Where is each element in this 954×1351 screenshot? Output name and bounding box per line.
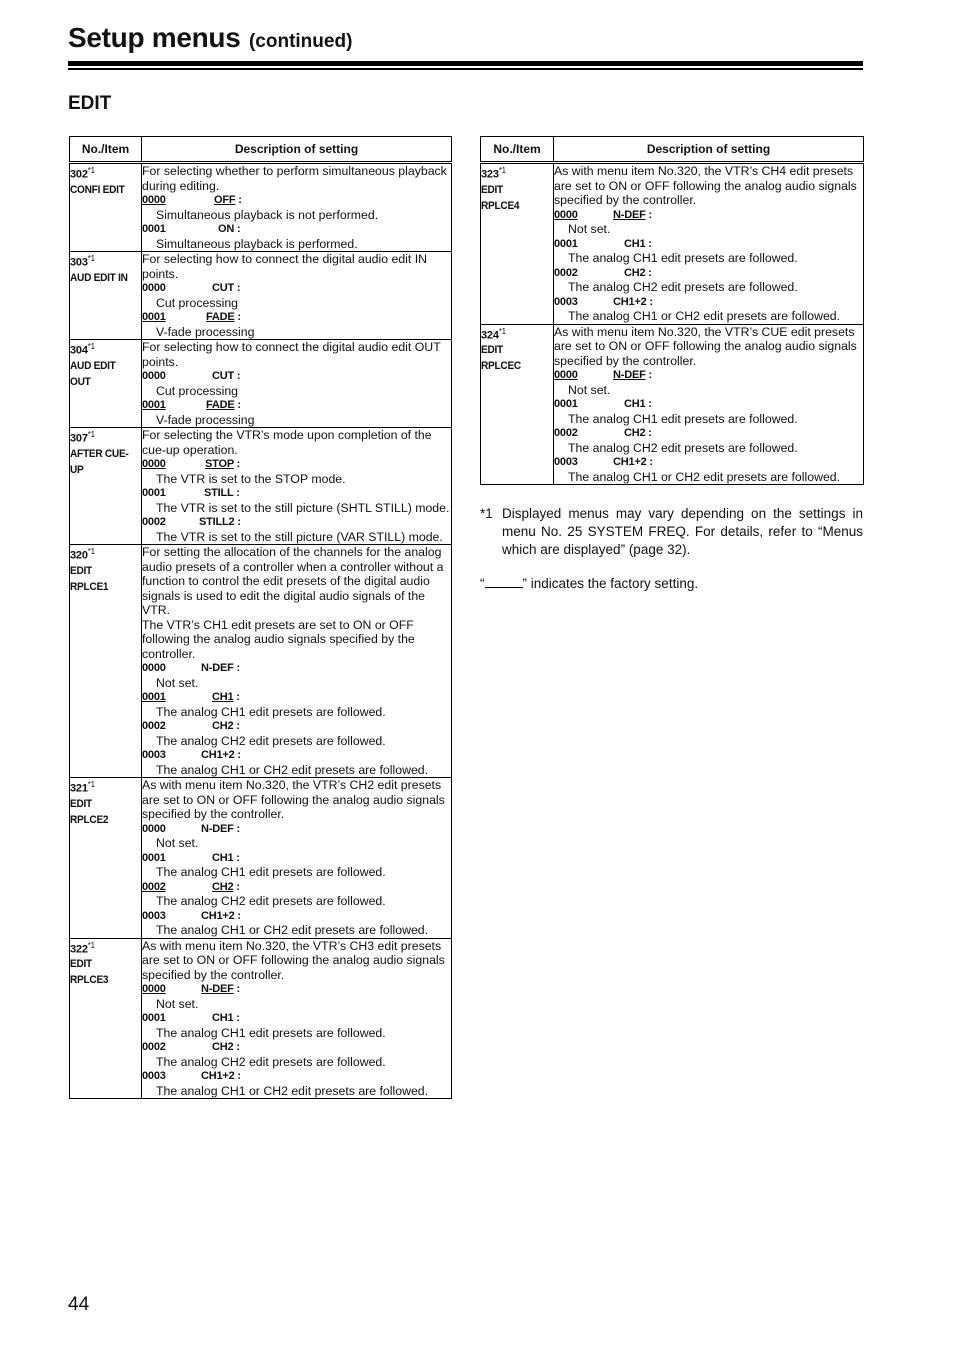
item-name: EDIT [481,183,503,196]
item-id-cell [70,252,142,340]
option-description: The VTR is set to the STOP mode. [156,471,346,486]
option-line [142,193,451,208]
item-id-cell [70,428,142,545]
option-line [142,822,451,837]
option-description: The analog CH1 edit presets are followed. [156,865,386,879]
option-code: 0001 [142,399,166,411]
footnote-ref: *1 [87,940,95,950]
option-line [142,515,451,530]
item-number-value: 302 [70,168,88,181]
footnote-ref: *1 [87,166,95,175]
option-value: CH1 : [624,237,652,250]
option-value: CH1+2 : [201,1070,241,1082]
option-value: CH1+2 : [201,909,241,922]
option-value-text: N-DEF [201,822,234,835]
item-name: RPLCE4 [481,199,520,212]
option-value: CH2 : [212,880,240,893]
option-value: N-DEF : [613,369,652,381]
option-code: 0003 [142,1070,166,1082]
option-line [142,880,451,895]
option-value: CH2 : [212,1041,240,1053]
option-code: 0001 [142,851,166,864]
description-text: As with menu item No.320, the VTR’s CH2 edit presets are set to ON or OFF following the analog audio signals specified by the controller. [142,778,445,821]
option-value-text: CH1 [624,398,646,410]
item-number-value: 321 [70,782,88,795]
option-line [142,369,451,384]
option-line [142,1069,451,1084]
option-line [142,748,451,763]
item-number-value: 322 [70,943,88,956]
option-line [142,719,451,734]
option-description: Not set. [568,222,611,236]
option-code: 0001 [554,237,578,250]
option-line [142,457,451,472]
option-code: 0001 [142,691,166,703]
option-line [142,982,451,997]
option-code: 0000 [142,370,166,382]
option-value: N-DEF : [613,208,652,221]
option-line [142,661,451,676]
option-line [142,690,451,705]
option-description: The analog CH1 edit presets are followed. [568,251,798,265]
option-code: 0003 [142,909,166,922]
item-name: RPLCE1 [70,580,109,593]
item-number [70,164,141,182]
column-header-description: Description of setting [142,137,452,163]
title-main: Setup menus [68,22,241,53]
option-value-text: CH2 [624,427,646,439]
menu-item-row [481,163,864,325]
option-value: CH1 : [212,851,240,864]
option-code: 0001 [142,223,166,235]
option-code: 0003 [142,749,166,761]
option-value: CH2 : [212,720,240,732]
item-id-cell [481,163,554,325]
item-name: EDIT [70,797,92,810]
title-rule-thick [68,61,863,66]
footnote-text: Displayed menus may vary depending on the settings in menu No. 25 SYSTEM FREQ. For details, refer to “Menus which are displayed” (page 32). [502,506,863,557]
option-description: Not set. [156,836,199,850]
option-value-text: CH1 [212,1012,234,1024]
footnote-ref: *1 [87,430,95,439]
item-name: AUD EDIT [70,359,116,372]
item-number-value: 320 [70,549,88,562]
option-value: CH1+2 : [613,295,653,308]
menu-item-row [70,938,452,1099]
item-number [70,252,141,270]
option-line [554,208,863,223]
option-line [554,237,863,252]
option-description: Cut processing [156,383,239,398]
option-description: V-fade processing [156,412,255,427]
item-name: RPLCEC [481,360,521,373]
option-value: FADE : [206,311,241,323]
option-code: 0002 [142,880,166,893]
option-description: Simultaneous playback is not performed. [156,207,379,222]
option-code: 0001 [142,1012,166,1024]
item-name: EDIT [481,344,503,357]
option-value-text: CUT [212,370,235,382]
option-value-text: CH1 [624,237,646,250]
option-value-text: CH1 [212,691,234,703]
option-line [142,222,451,237]
factory-note-open-quote: “ [480,576,485,591]
item-number-value: 307 [70,432,88,445]
menu-item-row [70,163,452,252]
option-description: Cut processing [156,295,239,310]
option-description: The analog CH1 or CH2 edit presets are followed. [568,469,841,484]
description-text: For selecting how to connect the digital audio edit OUT points. [142,340,441,369]
item-description-cell [142,545,452,778]
option-code: 0003 [554,295,578,308]
description-text: As with menu item No.320, the VTR’s CUE edit presets are set to ON or OFF following the analog audio signals specified by the controller. [554,324,857,368]
description-text: For selecting how to connect the digital audio edit IN points. [142,252,428,281]
option-line [142,281,451,296]
option-code: 0001 [142,311,166,323]
option-value: STOP : [205,458,241,470]
option-value-text: FADE [206,399,235,411]
option-code: 0000 [142,662,166,674]
option-code: 0000 [142,822,166,835]
option-description: The analog CH1 or CH2 edit presets are followed. [568,309,841,323]
option-value: FADE : [206,399,241,411]
item-name: OUT [70,375,91,388]
option-code: 0003 [554,456,578,468]
option-line [142,909,451,924]
option-value-text: N-DEF [201,662,234,674]
option-line [554,295,863,310]
option-description: Not set. [568,382,611,397]
option-value-text: STILL2 [199,516,235,528]
item-number [481,164,553,182]
edit-table-left [69,136,452,1099]
title-rule-thin [68,68,863,70]
item-number [70,939,141,957]
footnote-mark: *1 [480,506,493,521]
option-value-text: CH1+2 [201,1070,235,1082]
option-description: The analog CH2 edit presets are followed. [568,280,798,294]
option-line [142,310,451,325]
option-value: ON : [218,223,241,235]
option-value: CH1 : [624,398,652,410]
option-value: N-DEF : [201,662,240,674]
option-code: 0000 [142,458,166,470]
option-code: 0000 [554,369,578,381]
option-value-text: CH1+2 [613,295,647,308]
option-description: The analog CH2 edit presets are followed. [156,894,386,908]
item-name: EDIT [70,564,92,577]
item-name: RPLCE3 [70,974,109,987]
option-line [554,455,863,470]
description-text: For selecting the VTR’s mode upon completion of the cue-up operation. [142,428,432,457]
item-number-value: 323 [481,168,499,181]
option-description: Not set. [156,675,199,690]
item-number [481,325,553,343]
option-description: The analog CH1 edit presets are followed. [568,411,798,426]
item-id-cell [70,545,142,778]
option-code: 0002 [554,427,578,439]
item-name: AFTER CUE- [70,447,129,460]
option-code: 0000 [142,983,166,995]
menu-item-row [70,545,452,778]
option-code: 0000 [554,208,578,221]
option-value: OFF : [214,194,242,206]
option-value: N-DEF : [201,983,240,995]
option-value: CH1+2 : [201,749,241,761]
option-value-text: ON [218,223,235,235]
option-value-text: CH1+2 [201,909,235,922]
footnote [480,505,863,559]
option-line [142,851,451,866]
footnote-ref: *1 [498,166,506,175]
footnote-ref: *1 [87,254,95,263]
page-number: 44 [68,1294,90,1315]
option-value: CH2 : [624,266,652,279]
menu-item-row [70,340,452,428]
option-line [554,426,863,441]
footnote-ref: *1 [87,780,95,789]
item-description-cell [554,324,864,485]
option-line [142,1040,451,1055]
item-description-cell [554,163,864,325]
option-line [554,397,863,412]
option-value-text: CH1+2 [613,456,647,468]
section-heading: EDIT [68,93,112,114]
option-description: The VTR is set to the still picture (VAR STILL) mode. [156,529,443,544]
description-text: For setting the allocation of the channels for the analog audio presets of a controller when a controller without a function to control the edit presets of the digital audio signals is used to edit the digital audio signals of the VTR. [142,545,444,617]
option-line [554,266,863,281]
item-id-cell [481,324,554,485]
description-text: As with menu item No.320, the VTR’s CH4 edit presets are set to ON or OFF following the analog audio signals specified by the controller. [554,164,857,207]
item-number [70,545,141,563]
item-description-cell [142,428,452,545]
option-value: STILL : [204,487,240,499]
factory-note-text: ” indicates the factory setting. [522,576,699,591]
item-description-cell [142,340,452,428]
option-code: 0002 [142,720,166,732]
option-value: CH1 : [212,691,240,703]
item-number [70,778,141,796]
item-name: UP [70,463,84,476]
page-title [68,22,352,54]
option-description: The analog CH1 edit presets are followed. [156,1025,386,1040]
item-id-cell [70,163,142,252]
item-name: RPLCE2 [70,813,109,826]
item-description-cell [142,252,452,340]
footnote-ref: *1 [498,326,506,336]
option-value-text: N-DEF [613,208,646,221]
item-number-value: 324 [481,329,499,342]
title-continued: (continued) [248,31,353,52]
item-number [70,428,141,446]
description-text: As with menu item No.320, the VTR’s CH3 edit presets are set to ON or OFF following the analog audio signals specified by the controller. [142,938,445,982]
option-code: 0002 [554,266,578,279]
option-line [142,1011,451,1026]
option-value-text: CH2 [624,266,646,279]
item-description-cell [142,778,452,939]
item-name: AUD EDIT IN [70,271,128,284]
menu-item-row [70,778,452,939]
option-value-text: CH1 [212,851,234,864]
option-description: V-fade processing [156,324,255,339]
option-value-text: CH1+2 [201,749,235,761]
option-value: CH1 : [212,1012,240,1024]
option-value: CH1+2 : [613,456,653,468]
option-value: CUT : [212,370,241,382]
option-code: 0002 [142,516,166,528]
item-id-cell [70,778,142,939]
option-description: The analog CH2 edit presets are followed. [156,1054,386,1069]
option-description: The VTR is set to the still picture (SHTL STILL) mode. [156,500,450,515]
option-description: Not set. [156,996,199,1011]
menu-item-row [70,252,452,340]
option-value-text: N-DEF [613,369,646,381]
option-description: The analog CH2 edit presets are followed. [568,440,798,455]
option-line [142,486,451,501]
item-description-cell [142,163,452,252]
option-value-text: FADE [206,311,235,323]
underline-sample [485,576,523,588]
column-header-description: Description of setting [554,137,864,163]
description-text: The VTR’s CH1 edit presets are set to ON or OFF following the analog audio signals specified by the controller. [142,617,415,661]
menu-item-row [481,324,864,485]
option-description: The analog CH1 or CH2 edit presets are followed. [156,1083,429,1098]
option-value: STILL2 : [199,516,241,528]
column-header-no-item: No./Item [481,137,554,163]
option-description: The analog CH2 edit presets are followed. [156,733,386,748]
option-line [142,398,451,413]
option-code: 0001 [142,487,166,499]
option-value: CUT : [212,282,241,294]
option-value-text: CH2 [212,880,234,893]
option-value-text: CH2 [212,720,234,732]
item-id-cell [70,938,142,1099]
option-code: 0001 [554,398,578,410]
option-description: The analog CH1 or CH2 edit presets are followed. [156,923,429,937]
item-name: EDIT [70,958,92,971]
option-code: 0000 [142,194,166,206]
option-code: 0002 [142,1041,166,1053]
option-value-text: N-DEF [201,983,234,995]
edit-table-right [480,136,864,485]
option-description: The analog CH1 or CH2 edit presets are followed. [156,762,429,777]
item-id-cell [70,340,142,428]
item-number-value: 303 [70,256,88,269]
footnote-ref: *1 [87,342,95,351]
option-value-text: OFF [214,194,236,206]
menu-item-row [70,428,452,545]
footnote-ref: *1 [87,547,95,556]
column-header-no-item: No./Item [70,137,142,163]
option-description: The analog CH1 edit presets are followed. [156,704,386,719]
option-line [554,368,863,383]
option-value-text: STOP [205,458,234,470]
option-value: N-DEF : [201,822,240,835]
option-value-text: CH2 [212,1041,234,1053]
option-value-text: STILL [204,487,234,499]
option-code: 0000 [142,282,166,294]
option-description: Simultaneous playback is performed. [156,236,358,251]
item-name: CONFI EDIT [70,183,125,196]
item-number [70,340,141,358]
option-value-text: CUT [212,282,235,294]
item-number-value: 304 [70,344,88,357]
item-description-cell [142,938,452,1099]
factory-setting-note [480,576,698,591]
description-text: For selecting whether to perform simultaneous playback during editing. [142,164,447,193]
option-value: CH2 : [624,427,652,439]
